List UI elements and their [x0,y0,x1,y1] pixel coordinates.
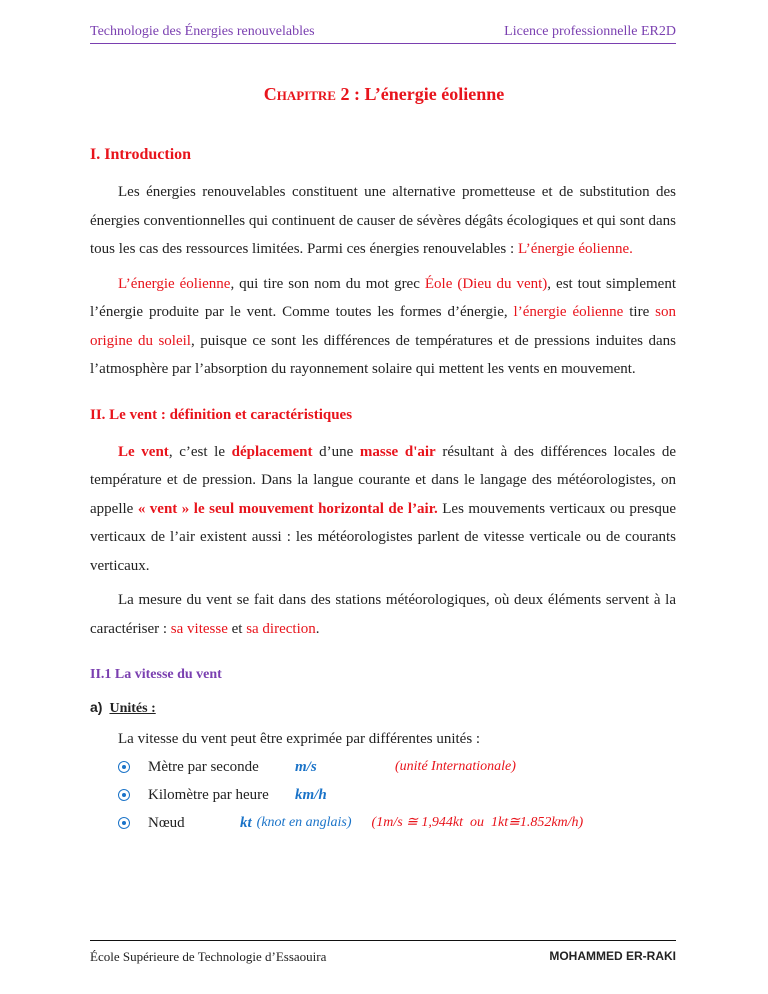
radio-bullet-icon [118,761,130,773]
highlight: « vent » le seul mouvement horizontal de l’air. [137,500,438,517]
chapter-name: 2 : L’énergie éolienne [335,84,505,104]
unit-label: Kilomètre par heure [148,787,269,803]
header-right: Licence professionnelle ER2D [504,24,676,39]
list-item [90,781,676,809]
section-heading-vent: II. Le vent : définition et caractéristiques [90,406,353,423]
radio-bullet-icon [118,789,130,801]
text: et [227,620,247,637]
text: , qui tire son nom du mot grec [230,275,425,292]
highlight: sa vitesse [170,620,228,637]
units-subheading [90,695,676,721]
text: , puisque ce sont les différences de températures et de pressions induites dans l’atmosphère par l’absorption du rayonnement solaire qui mettent les vents en mouvement. [90,332,676,377]
sub-title: Unités : [109,701,156,716]
chapter-title [0,84,768,105]
text: tire [623,304,656,320]
sub-prefix: a) [90,699,103,715]
list-item [90,809,676,837]
vent-paragraph-2 [90,586,676,643]
unit-symbol: kt [240,815,252,831]
page-footer [90,940,676,965]
vent-paragraph-1 [90,438,676,581]
header-left: Technologie des Énergies renouvelables [90,24,315,39]
unit-label: Nœud [148,815,185,831]
section-heading-introduction: I. Introduction [90,146,192,163]
highlight: masse d'air [359,443,436,460]
text: résultant à des différences locales de température et de pression. Dans la langue courante et dans le langage des météorologistes, on appelle [90,443,676,517]
unit-symbol: km/h [295,787,327,803]
highlight: Éole (Dieu du vent) [424,275,548,292]
text: , est tout simplement l’énergie produite par le vent. Comme toutes les formes d’énergie, [90,275,676,320]
page-content [90,144,676,837]
highlight: déplacement [231,443,313,460]
text: Les mouvements verticaux ou presque verticaux de l’air existent aussi : les météorologistes parlent de vitesse verticale ou de courants verticaux. [90,500,676,574]
list-item [90,753,676,781]
highlight: L’énergie éolienne [118,275,231,292]
footer-left: École Supérieure de Technologie d’Essaouira [90,949,327,964]
highlight: Le vent [118,443,169,460]
intro-paragraph-2 [90,270,676,384]
text: d’une [312,443,360,460]
highlight: son origine du soleil [90,304,676,349]
text: , c’est le [168,443,232,460]
unit-note: (knot en anglais) [256,815,352,830]
conversion-note: (1m/s ≅ 1,944kt ou 1kt≅1.852km/h) [371,815,584,830]
text: . [315,620,320,637]
unit-note: (unité Internationale) [395,759,516,774]
unit-symbol: m/s [295,759,317,775]
radio-bullet-icon [118,817,130,829]
highlight: l’énergie éolienne [513,304,624,320]
intro-paragraph-1 [90,178,676,264]
chapter-label: Chapitre [263,84,336,104]
footer-author: MOHAMMED ER-RAKI [549,949,676,963]
unit-label: Mètre par seconde [148,759,259,775]
units-intro: La vitesse du vent peut être exprimée par différentes unités : [118,731,481,747]
highlight: L’énergie éolienne. [517,241,633,257]
text: La mesure du vent se fait dans des stations météorologiques, où deux éléments servent à la caractériser : [90,592,676,637]
highlight: sa direction [246,620,316,637]
text: Les énergies renouvelables constituent une alternative prometteuse et de substitution des énergies conventionnelles qui continuent de causer de sévères dégâts écologiques et qui sont dans tous les cas des ressources limitées. Parmi ces énergies renouvelables : [90,184,676,257]
subsection-heading-vitesse: II.1 La vitesse du vent [90,667,222,682]
page-header [90,24,676,44]
